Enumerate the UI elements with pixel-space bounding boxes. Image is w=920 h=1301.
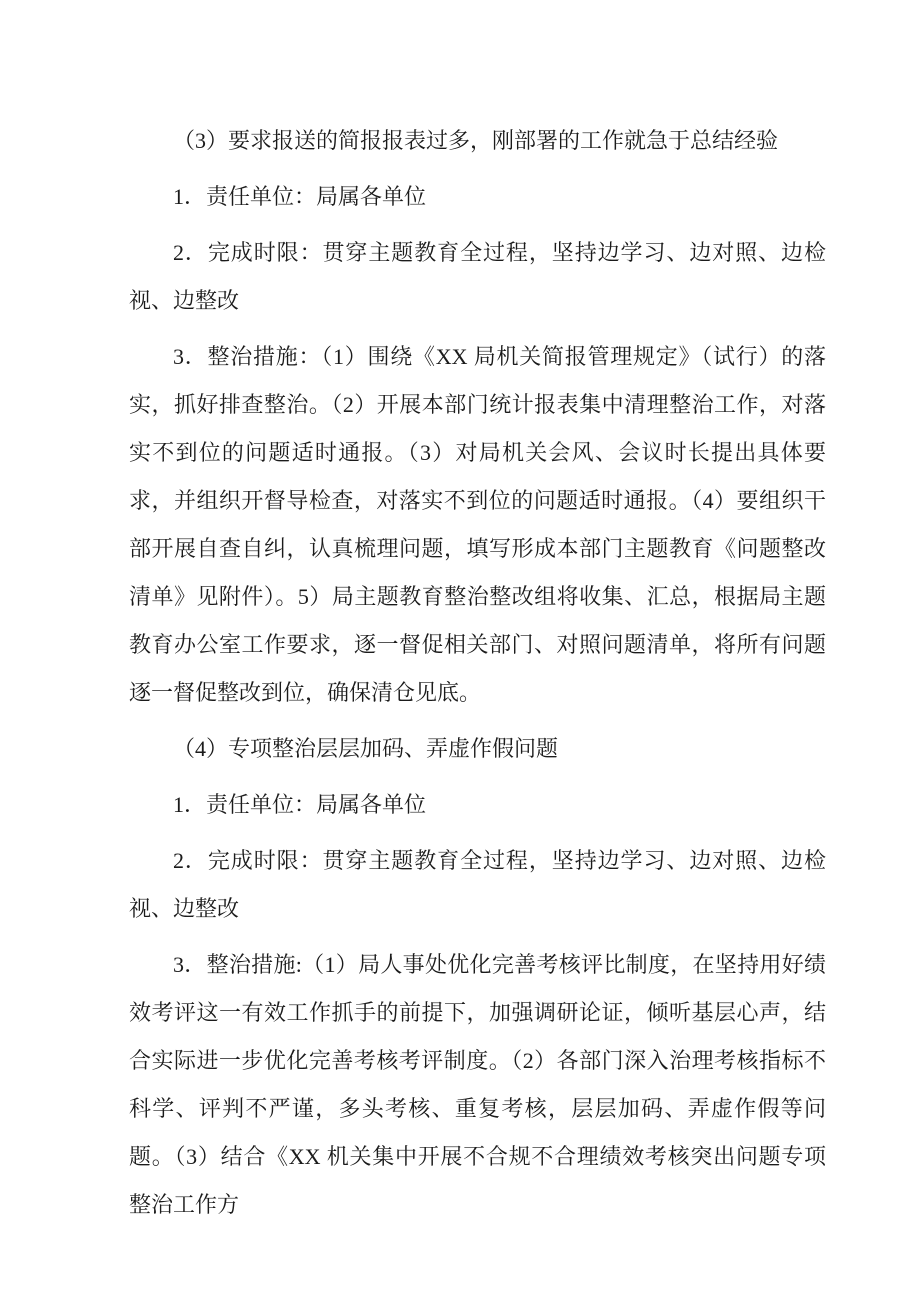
deadline-item-3: 2．完成时限：贯穿主题教育全过程，坚持边学习、边对照、边检视、边整改: [129, 240, 826, 313]
measures-item-4: 3．整治措施:（1）局人事处优化完善考核评比制度，在坚持用好绩效考评这一有效工作抓手的前提下，加强调研论证，倾听基层心声，结合实际进一步优化完善考核考评制度。（2）各部门深入治理考核指标不科学、评判不严谨，多头考核、重复考核，层层加码、弄虚作假等问题。（3）结合《XX 机关集中开展不合规不合理绩效考核突出问题专项整治工作方: [129, 952, 826, 1217]
responsible-unit-item-3: 1．责任单位：局属各单位: [173, 184, 427, 209]
sub-issue-4-heading: （4）专项整治层层加码、弄虚作假问题: [173, 736, 559, 761]
sub-issue-3-heading: （3）要求报送的简报报表过多，刚部署的工作就急于总结经验: [173, 128, 779, 153]
responsible-unit-item-4: 1．责任单位：局属各单位: [173, 792, 427, 817]
measures-item-3: 3．整治措施：（1）围绕《XX 局机关简报管理规定》（试行）的落实，抓好排查整治。（2）开展本部门统计报表集中清理整治工作，对落实不到位的问题适时通报。（3）对局机关会风、会议时长提出具体要求，并组织开督导检查，对落实不到位的问题适时通报。（4）要组织干部开展自查自纠，认真梳理问题，填写形成本部门主题教育《问题整改清单》见附件）。5）局主题教育整治整改组将收集、汇总，根据局主题教育办公室工作要求，逐一督促相关部门、对照问题清单，将所有问题逐一督促整改到位，确保清仓见底。: [129, 344, 826, 705]
deadline-item-4: 2．完成时限：贯穿主题教育全过程，坚持边学习、边对照、边检视、边整改: [129, 848, 826, 921]
